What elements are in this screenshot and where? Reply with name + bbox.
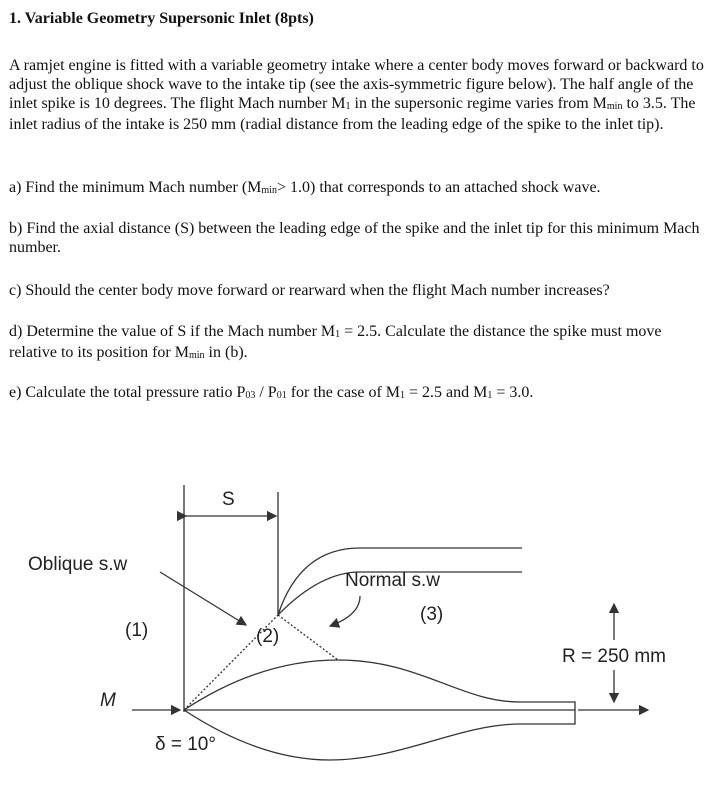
normal-shock	[278, 615, 338, 660]
delta-label: δ = 10°	[155, 734, 216, 755]
region-3-label: (3)	[420, 604, 444, 625]
oblique-label: Oblique s.w	[28, 554, 128, 575]
normal-label: Normal s.w	[345, 570, 441, 591]
radius-label: R = 250 mm	[562, 646, 667, 667]
question-b: b) Find the axial distance (S) between the leading edge of the spike and the inlet tip for this minimum Mach number.	[9, 220, 700, 256]
normal-pointer-arrow	[330, 596, 360, 626]
intro-paragraph: A ramjet engine is fitted with a variable geometry intake where a center body moves forward or backward to adjust the oblique shock wave to the intake tip (see the axis-symmetric figure below). The half angle of the inlet spike is 10 degrees. The flight Mach number $M_1$ in the supersonic regime varies from $M_{min}$ to 3.5. The inlet radius of the intake is 250 mm (radial distance from the leading edge of the spike to the inlet tip).	[9, 57, 704, 133]
question-a: a) Find the minimum Mach number $(M_{min}> 1.0)$ that corresponds to an attached shock wave.	[9, 179, 601, 196]
problem-title: 1. Variable Geometry Supersonic Inlet (8pts)	[9, 10, 314, 27]
region-2-label: (2)	[256, 626, 280, 647]
question-e: e) Calculate the total pressure ratio $P_{03} / P_{01}$ for the case of $M_1 = 2.5$ and $M_1 = 3.0$.	[9, 384, 534, 401]
mach-label: M	[100, 690, 116, 711]
s-label: S	[222, 489, 235, 510]
question-d: d) Determine the value of S if the Mach number $M_1 = 2.5$. Calculate the distance the spike must move relative to its position for $M_{min}$ in (b).	[9, 323, 662, 361]
region-1-label: (1)	[125, 620, 149, 641]
oblique-pointer-arrow	[160, 572, 246, 625]
question-c: c) Should the center body move forward or rearward when the flight Mach number increases?	[9, 282, 610, 299]
